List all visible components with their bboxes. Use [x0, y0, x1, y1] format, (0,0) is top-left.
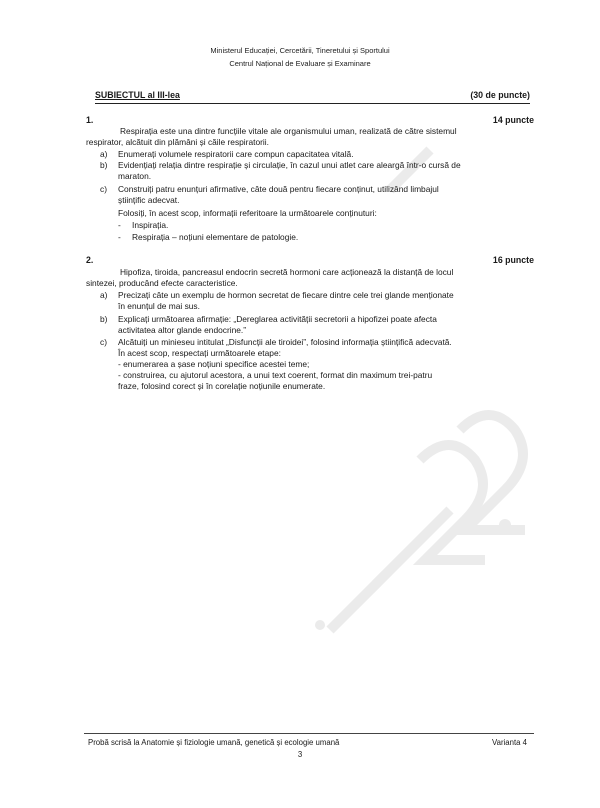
question-intro-line: Respirația este una dintre funcțiile vitale ale organismului uman, realizată de către sistemul — [120, 126, 457, 136]
item-text: În acest scop, respectați următoarele etape: — [118, 348, 281, 358]
item-text: Precizați câte un exemplu de hormon secretat de fiecare dintre cele trei glande menționate — [118, 290, 454, 300]
question-intro-line: Hipofiza, tiroida, pancreasul endocrin secretă hormoni care acționează la distanță de locul — [120, 267, 454, 277]
list-item-text: Inspirația. — [132, 220, 169, 230]
item-label: c) — [100, 184, 107, 194]
question-points: 14 puncte — [492, 115, 534, 125]
question-points: 16 puncte — [492, 255, 534, 265]
item-text: în enunțul de mai sus. — [118, 301, 200, 311]
header-ministry: Ministerul Educației, Cercetării, Tineretului și Sportului — [210, 46, 390, 55]
page-header — [0, 44, 600, 70]
page-number: 3 — [297, 750, 303, 759]
item-text: - enumerarea a șase noțiuni specifice acestei teme; — [118, 359, 310, 369]
footer-exam-title: Probă scrisă la Anatomie și fiziologie umană, genetică și ecologie umană — [88, 738, 340, 747]
item-label: a) — [100, 149, 108, 159]
subject-points: (30 de puncte) — [470, 90, 530, 100]
item-label: a) — [100, 290, 108, 300]
question-number: 1. — [86, 115, 94, 125]
item-text: fraze, folosind corect și în corelație noțiunile enumerate. — [118, 381, 326, 391]
question-number: 2. — [86, 255, 94, 265]
item-note: Folosiți, în acest scop, informații referitoare la următoarele conținuturi: — [118, 208, 377, 218]
item-text: Enumerați volumele respiratorii care compun capacitatea vitală. — [118, 149, 354, 159]
question-2 — [86, 255, 534, 391]
item-text: Construiți patru enunțuri afirmative, câte două pentru fiecare conținut, utilizând limbajul — [118, 184, 439, 194]
question-1: 1. 14 puncte Respirația este una dintre funcțiile vitale ale organismului uman, realizată de către sistemul respirator, alcătuit din plămâni și căile respiratorii. a) Enumerați volumele respiratorii care compun capacitatea vitală. b) Evidențiați relația dintre respirație și circulație, în cazul unui atlet care aleargă într-o cursă de maraton. c) Construiți patru enunțuri afirmative, câte două pentru fiecare conținut, utilizând limbajul științific adecvat. Folosiți, în acest scop, informații referitoare la următoarele conținuturi: - Inspirația. - Respirația – noțiuni elementare de patologie. — [86, 115, 534, 242]
header-center: Centrul Național de Evaluare și Examinare — [229, 59, 371, 68]
footer-divider — [84, 733, 534, 734]
subject-title: SUBIECTUL al III-lea — [95, 90, 180, 100]
item-text: științific adecvat. — [118, 195, 180, 205]
list-item-text: Respirația – noțiuni elementare de patologie. — [132, 232, 299, 242]
item-text: activitatea altor glande endocrine.” — [118, 325, 247, 335]
item-label: c) — [100, 337, 107, 347]
question-intro-line: respirator, alcătuit din plămâni și căile respiratorii. — [86, 137, 269, 147]
item-label: b) — [100, 314, 108, 324]
item-text: Explicați următoarea afirmație: „Dereglarea activității secretorii a hipofizei poate afecta — [118, 314, 437, 324]
question-intro-line: sintezei, producând efecte caracteristice. — [86, 278, 238, 288]
item-text: Alcătuiți un minieseu intitulat „Disfuncții ale tiroidei”, folosind informația științifică adecvată. — [118, 337, 452, 347]
item-text: - construirea, cu ajutorul acestora, a unui text coerent, format din maximum trei-patru — [118, 370, 433, 380]
item-label: b) — [100, 160, 108, 170]
item-text: Evidențiați relația dintre respirație și circulație, în cazul unui atlet care aleargă într-o cursă de — [118, 160, 461, 170]
item-text: maraton. — [118, 171, 152, 181]
subject-heading — [95, 90, 530, 104]
footer-variant: Varianta 4 — [492, 738, 527, 747]
